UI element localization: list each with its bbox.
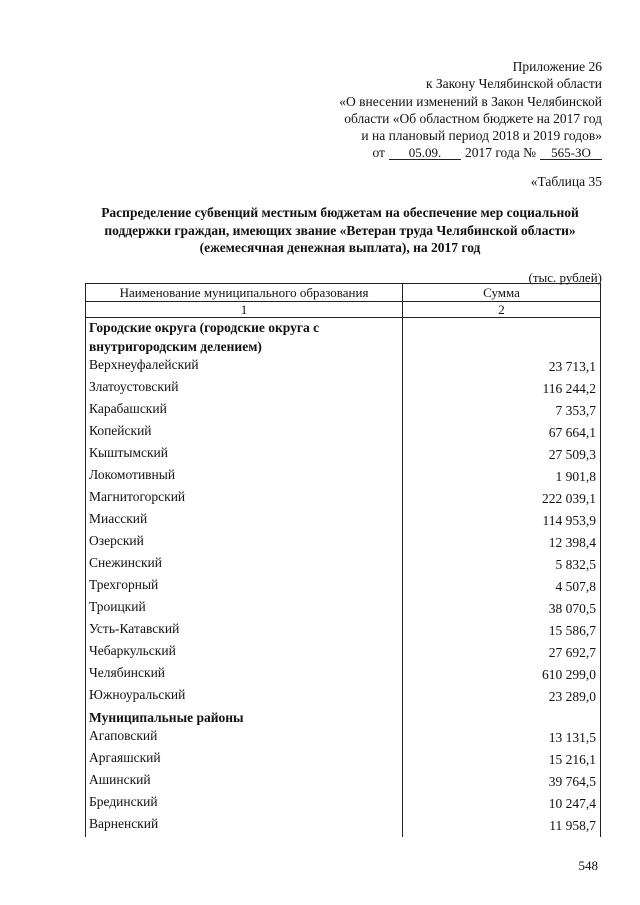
- table-row: [86, 727, 601, 749]
- table-row: [86, 815, 601, 837]
- table-row: [86, 620, 601, 642]
- table-body: [86, 318, 601, 838]
- subvention-amount: 15 586,7: [403, 620, 601, 642]
- subvention-amount: 5 832,5: [403, 554, 601, 576]
- column-index-2: 2: [403, 302, 601, 318]
- appendix-line-1: Приложение 26: [512, 59, 602, 74]
- subvention-amount: 10 247,4: [403, 793, 601, 815]
- municipality-name: Аргаяшский: [86, 749, 403, 771]
- municipality-name: Кыштымский: [86, 444, 403, 466]
- municipality-name: Копейский: [86, 422, 403, 444]
- municipality-name: Челябинский: [86, 664, 403, 686]
- subvention-amount: 23 713,1: [403, 356, 601, 378]
- column-index-1: 1: [86, 302, 403, 318]
- group-row: [86, 318, 601, 357]
- law-date: 05.09.: [389, 146, 461, 160]
- subventions-table: [85, 283, 601, 837]
- table-row: [86, 749, 601, 771]
- subvention-amount: 116 244,2: [403, 378, 601, 400]
- table-row: [86, 554, 601, 576]
- group-title: Городские округа (городские округа с внутригородским делением): [86, 318, 403, 357]
- column-header-sum: Сумма: [403, 284, 601, 302]
- subvention-amount: 39 764,5: [403, 771, 601, 793]
- subvention-amount: 114 953,9: [403, 510, 601, 532]
- subvention-amount: 15 216,1: [403, 749, 601, 771]
- unit-label: (тыс. рублей): [528, 270, 602, 285]
- subvention-amount: 13 131,5: [403, 727, 601, 749]
- appendix-line-2: к Закону Челябинской области: [425, 76, 602, 92]
- title-line-2: поддержки граждан, имеющих звание «Ветеран труда Челябинской области»: [104, 222, 576, 238]
- table-row: [86, 422, 601, 444]
- municipality-name: Трехгорный: [86, 576, 403, 598]
- appendix-line-4: области «Об областном бюджете на 2017 год: [344, 110, 602, 126]
- municipality-name: Златоустовский: [86, 378, 403, 400]
- page-number: 548: [578, 858, 598, 873]
- municipality-name: Карабашский: [86, 400, 403, 422]
- table-label: «Таблица 35: [530, 174, 602, 189]
- municipality-name: Снежинский: [86, 554, 403, 576]
- subvention-amount: 38 070,5: [403, 598, 601, 620]
- subvention-amount: 4 507,8: [403, 576, 601, 598]
- law-number: 565-ЗО: [540, 146, 602, 160]
- column-header-name: Наименование муниципального образования: [86, 284, 403, 302]
- subvention-amount: 27 692,7: [403, 642, 601, 664]
- subvention-amount: 23 289,0: [403, 686, 601, 708]
- appendix-line-5: и на плановый период 2018 и 2019 годов»: [361, 128, 602, 144]
- municipality-name: Озерский: [86, 532, 403, 554]
- municipality-name: Троицкий: [86, 598, 403, 620]
- subvention-amount: 610 299,0: [403, 664, 601, 686]
- table-row: [86, 598, 601, 620]
- municipality-name: Южноуральский: [86, 686, 403, 708]
- municipality-name: Усть-Катавский: [86, 620, 403, 642]
- subvention-amount: 27 509,3: [403, 444, 601, 466]
- subvention-amount: 222 039,1: [403, 488, 601, 510]
- table-row: [86, 510, 601, 532]
- table-row: [86, 444, 601, 466]
- municipality-name: Магнитогорский: [86, 488, 403, 510]
- group-row: [86, 708, 601, 727]
- table-row: [86, 466, 601, 488]
- table-row: [86, 532, 601, 554]
- municipality-name: Варненский: [86, 815, 403, 837]
- table-row: [86, 356, 601, 378]
- table-row: [86, 771, 601, 793]
- group-title: Муниципальные районы: [86, 708, 403, 727]
- subvention-amount: 7 353,7: [403, 400, 601, 422]
- municipality-name: Чебаркульский: [86, 642, 403, 664]
- subvention-amount: 67 664,1: [403, 422, 601, 444]
- municipality-name: Агаповский: [86, 727, 403, 749]
- subvention-amount: 11 958,7: [403, 815, 601, 837]
- table-row: [86, 488, 601, 510]
- group-sum-cell: [403, 708, 601, 727]
- appendix-header: [302, 58, 602, 162]
- subvention-amount: 1 901,8: [403, 466, 601, 488]
- title-line-1: Распределение субвенций местным бюджетам на обеспечение мер социальной: [101, 205, 579, 220]
- table-row: [86, 686, 601, 708]
- group-sum-cell: [403, 318, 601, 357]
- table-row: [86, 664, 601, 686]
- law-year-label: 2017 года №: [464, 145, 536, 161]
- appendix-line-3: «О внесении изменений в Закон Челябинской: [339, 93, 602, 109]
- table-row: [86, 400, 601, 422]
- municipality-name: Верхнеуфалейский: [86, 356, 403, 378]
- municipality-name: Брединский: [86, 793, 403, 815]
- municipality-name: Ашинский: [86, 771, 403, 793]
- document-title: [60, 204, 620, 257]
- table-row: [86, 378, 601, 400]
- table-row: [86, 576, 601, 598]
- law-date-prefix: от: [372, 145, 385, 161]
- title-line-3: (ежемесячная денежная выплата), на 2017 год: [199, 240, 481, 255]
- table-row: [86, 642, 601, 664]
- table-row: [86, 793, 601, 815]
- municipality-name: Локомотивный: [86, 466, 403, 488]
- municipality-name: Миасский: [86, 510, 403, 532]
- subvention-amount: 12 398,4: [403, 532, 601, 554]
- law-reference-line: [302, 144, 602, 161]
